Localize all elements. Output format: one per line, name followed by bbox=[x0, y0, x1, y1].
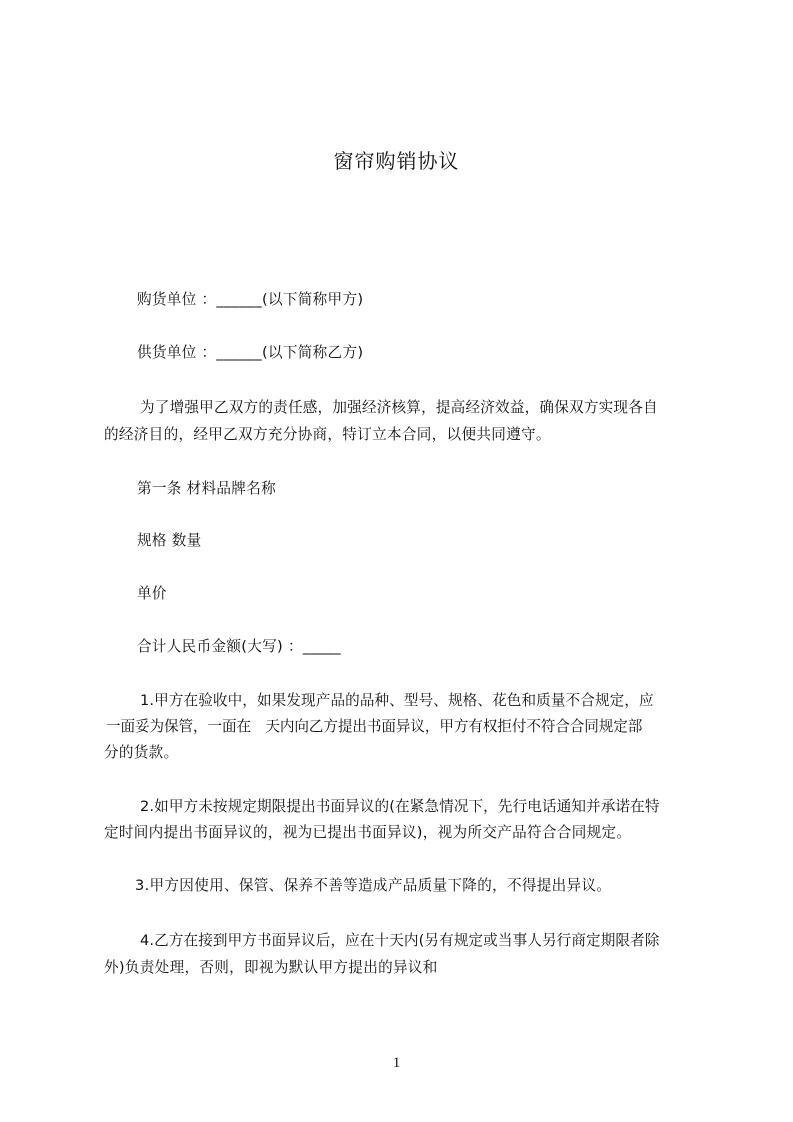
clause-4-line-1: 4.乙方在接到甲方书面异议后，应在十天内(另有规定或当事人另行商定期限者除 bbox=[140, 932, 660, 949]
total-amount-line: 合计人民币金额(大写) ：_____ bbox=[137, 638, 341, 655]
unit-price-line: 单价 bbox=[137, 585, 167, 602]
intro-line-1: 为了增强甲乙双方的责任感，加强经济核算，提高经济效益，确保双方实现各自 bbox=[140, 399, 658, 416]
intro-line-2: 的经济目的，经甲乙双方充分协商，特订立本合同，以便共同遵守。 bbox=[104, 426, 551, 443]
clause-3-line-1: 3.甲方因使用、保管、保养不善等造成产品质量下降的，不得提出异议。 bbox=[135, 877, 612, 894]
clause-2-line-1: 2.如甲方未按规定期限提出书面异议的(在紧急情况下，先行电话通知并承诺在特 bbox=[140, 798, 660, 815]
article-1-heading: 第一条 材料品牌名称 bbox=[137, 480, 276, 497]
clause-1-line-1: 1.甲方在验收中，如果发现产品的品种、型号、规格、花色和质量不合规定，应 bbox=[140, 692, 654, 709]
supplier-line: 供货单位 ：______(以下简称乙方) bbox=[137, 344, 364, 361]
clause-2-line-2: 定时间内提出书面异议的，视为已提出书面异议)，视为所交产品符合合同规定。 bbox=[104, 824, 632, 841]
page-number: 1 bbox=[392, 1055, 401, 1071]
buyer-line: 购货单位 ：______(以下简称甲方) bbox=[137, 291, 364, 308]
clause-1-line-3: 分的货款。 bbox=[104, 744, 179, 761]
clause-4-line-2: 外)负责处理，否则，即视为默认甲方提出的异议和 bbox=[104, 959, 438, 976]
spec-quantity-line: 规格 数量 bbox=[137, 532, 202, 549]
clause-1-line-2: 一面妥为保管，一面在 天内向乙方提出书面异议，甲方有权拒付不符合合同规定部 bbox=[106, 718, 643, 735]
document-title: 窗帘购销协议 bbox=[333, 149, 460, 173]
